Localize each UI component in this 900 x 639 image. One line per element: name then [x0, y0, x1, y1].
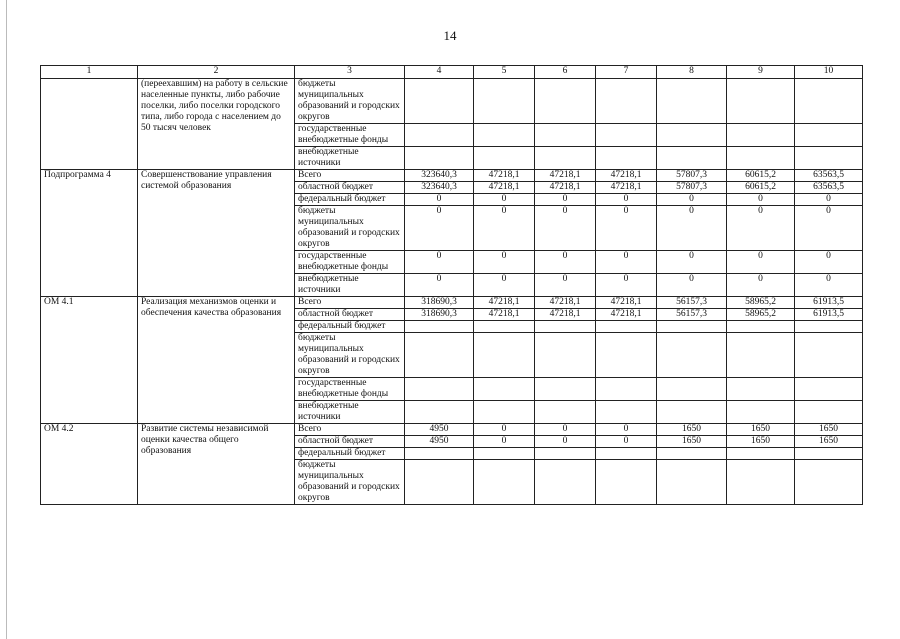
column-number: 6	[535, 66, 596, 79]
value-cell: 0	[596, 274, 657, 297]
value-cell: 0	[474, 424, 535, 436]
value-cell: 0	[474, 251, 535, 274]
program-name-cell: Развитие системы независимой оценки качества общего образования	[138, 424, 295, 505]
value-cell: 0	[657, 251, 727, 274]
value-cell: 47218,1	[596, 297, 657, 309]
column-number-row	[41, 66, 863, 79]
value-cell: 47218,1	[474, 182, 535, 194]
funding-source: областной бюджет	[295, 309, 405, 321]
value-cell: 4950	[405, 436, 474, 448]
value-cell: 47218,1	[474, 309, 535, 321]
value-cell: 0	[405, 251, 474, 274]
value-cell: 56157,3	[657, 309, 727, 321]
value-cell: 323640,3	[405, 182, 474, 194]
value-cell: 1650	[795, 436, 863, 448]
funding-source: бюджеты муниципальных образований и городских округов	[295, 79, 405, 124]
value-cell: 47218,1	[535, 182, 596, 194]
value-cell: 0	[657, 274, 727, 297]
value-cell: 57807,3	[657, 182, 727, 194]
value-cell: 323640,3	[405, 170, 474, 182]
program-code-cell: ОМ 4.1	[41, 297, 138, 424]
value-cell: 63563,5	[795, 182, 863, 194]
value-cell: 47218,1	[596, 182, 657, 194]
funding-source: федеральный бюджет	[295, 321, 405, 333]
column-number: 3	[295, 66, 405, 79]
value-cell: 47218,1	[596, 309, 657, 321]
funding-source: федеральный бюджет	[295, 194, 405, 206]
program-code-cell	[41, 79, 138, 170]
column-number: 8	[657, 66, 727, 79]
value-cell: 0	[596, 206, 657, 251]
value-cell: 0	[596, 436, 657, 448]
value-cell: 56157,3	[657, 297, 727, 309]
value-cell: 0	[535, 436, 596, 448]
value-cell: 47218,1	[535, 309, 596, 321]
value-cell: 0	[596, 194, 657, 206]
value-cell: 58965,2	[727, 309, 795, 321]
value-cell: 0	[535, 206, 596, 251]
value-cell: 1650	[727, 424, 795, 436]
funding-source: областной бюджет	[295, 436, 405, 448]
funding-source: государственные внебюджетные фонды	[295, 251, 405, 274]
value-cell: 0	[795, 194, 863, 206]
value-cell: 0	[727, 194, 795, 206]
value-cell: 1650	[727, 436, 795, 448]
program-name-cell: Совершенствование управления системой образования	[138, 170, 295, 297]
value-cell: 57807,3	[657, 170, 727, 182]
column-number: 10	[795, 66, 863, 79]
value-cell: 0	[535, 251, 596, 274]
value-cell: 47218,1	[535, 297, 596, 309]
funding-source: бюджеты муниципальных образований и городских округов	[295, 460, 405, 505]
column-number: 2	[138, 66, 295, 79]
page-left-edge	[6, 0, 7, 639]
column-number: 9	[727, 66, 795, 79]
value-cell: 58965,2	[727, 297, 795, 309]
value-cell: 0	[405, 274, 474, 297]
funding-source: государственные внебюджетные фонды	[295, 378, 405, 401]
value-cell: 0	[657, 194, 727, 206]
value-cell: 0	[795, 251, 863, 274]
value-cell: 47218,1	[474, 170, 535, 182]
funding-source: областной бюджет	[295, 182, 405, 194]
column-number: 1	[41, 66, 138, 79]
value-cell: 0	[405, 194, 474, 206]
value-cell: 47218,1	[535, 170, 596, 182]
funding-source: бюджеты муниципальных образований и городских округов	[295, 206, 405, 251]
value-cell: 63563,5	[795, 170, 863, 182]
value-cell: 0	[535, 424, 596, 436]
funding-source: Всего	[295, 297, 405, 309]
value-cell: 4950	[405, 424, 474, 436]
table-row	[41, 297, 863, 309]
value-cell: 0	[596, 424, 657, 436]
value-cell: 61913,5	[795, 309, 863, 321]
funding-source: внебюджетные источники	[295, 401, 405, 424]
program-code-cell: ОМ 4.2	[41, 424, 138, 505]
value-cell: 0	[596, 251, 657, 274]
program-name-cell: Реализация механизмов оценки и обеспечения качества образования	[138, 297, 295, 424]
value-cell: 0	[795, 206, 863, 251]
value-cell: 0	[727, 251, 795, 274]
program-name-cell: (переехавшим) на работу в сельские населенные пункты, либо рабочие поселки, либо поселки городского типа, либо города с населением до 50 тысяч человек	[138, 79, 295, 170]
value-cell: 0	[405, 206, 474, 251]
program-code-cell: Подпрограмма 4	[41, 170, 138, 297]
value-cell: 318690,3	[405, 297, 474, 309]
value-cell: 0	[474, 194, 535, 206]
budget-table	[40, 65, 863, 505]
funding-source: Всего	[295, 424, 405, 436]
funding-source: внебюджетные источники	[295, 274, 405, 297]
page-number: 14	[443, 28, 457, 43]
funding-source: Всего	[295, 170, 405, 182]
value-cell: 47218,1	[596, 170, 657, 182]
value-cell: 1650	[795, 424, 863, 436]
value-cell: 1650	[657, 436, 727, 448]
value-cell: 0	[795, 274, 863, 297]
value-cell: 0	[657, 206, 727, 251]
value-cell: 0	[474, 274, 535, 297]
value-cell: 0	[474, 436, 535, 448]
funding-source: федеральный бюджет	[295, 448, 405, 460]
funding-source: бюджеты муниципальных образований и городских округов	[295, 333, 405, 378]
value-cell: 60615,2	[727, 170, 795, 182]
value-cell: 60615,2	[727, 182, 795, 194]
value-cell: 61913,5	[795, 297, 863, 309]
value-cell: 0	[474, 206, 535, 251]
value-cell: 0	[727, 206, 795, 251]
value-cell: 47218,1	[474, 297, 535, 309]
value-cell: 1650	[657, 424, 727, 436]
funding-source: государственные внебюджетные фонды	[295, 124, 405, 147]
table-row	[41, 79, 863, 124]
column-number: 4	[405, 66, 474, 79]
column-number: 7	[596, 66, 657, 79]
value-cell: 0	[727, 274, 795, 297]
table-row	[41, 424, 863, 436]
value-cell: 0	[535, 274, 596, 297]
value-cell: 0	[535, 194, 596, 206]
column-number: 5	[474, 66, 535, 79]
value-cell: 318690,3	[405, 309, 474, 321]
funding-source: внебюджетные источники	[295, 147, 405, 170]
table-row	[41, 170, 863, 182]
